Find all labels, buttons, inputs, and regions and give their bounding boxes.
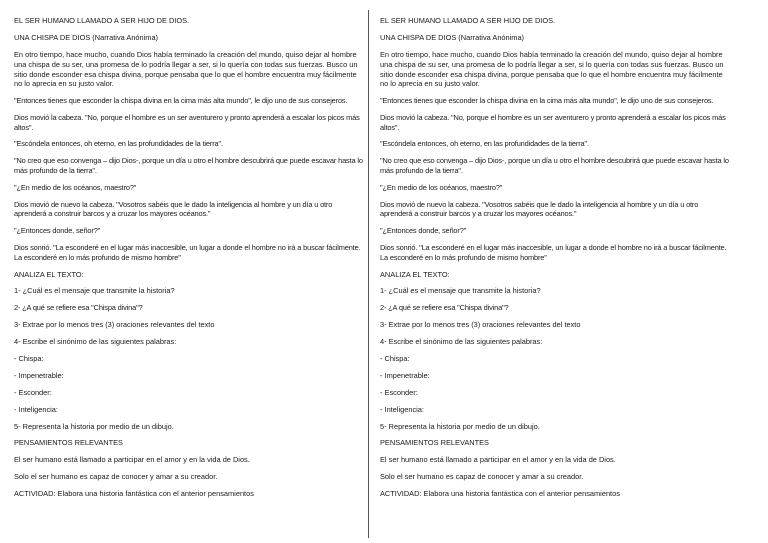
left-paragraph-24: Solo el ser humano es capaz de conocer y amar a su creador. [14, 472, 218, 482]
left-paragraph-5: Dios movió la cabeza. "No, porque el hombre es un ser aventurero y pronto aprenderá a escalar los picos más altos". [14, 112, 360, 132]
right-paragraph-8: "¿En medio de los océanos, maestro?" [380, 182, 503, 192]
right-paragraph-20: - Inteligencia: [380, 404, 424, 414]
right-paragraph-12: ANALIZA EL TEXTO: [380, 269, 450, 279]
left-column [14, 16, 366, 506]
left-paragraph-10: "¿Entonces donde, señor?" [14, 226, 101, 236]
right-paragraph-3: En otro tiempo, hace mucho, cuando Dios había terminado la creación del mundo, quiso dejar al hombre una chispa de su ser, una promesa de lo podría llegar a ser, si lo quería con todas sus fuerzas. Busco un sitio donde esconder esa chispa divina, porque pensaba que lo que el hombre encuentra muy fácilmente no lo aprecia en su justo valor. [380, 50, 724, 89]
right-paragraph-10: "¿Entonces donde, señor?" [380, 226, 467, 236]
left-paragraph-23: El ser humano está llamado a participar en el amor y en la vida de Dios. [14, 455, 250, 465]
right-paragraph-23: El ser humano está llamado a participar en el amor y en la vida de Dios. [380, 455, 616, 465]
column-divider [368, 10, 369, 538]
left-paragraph-6: "Escóndela entonces, oh eterno, en las profundidades de la tierra". [14, 139, 223, 149]
left-paragraph-13: 1- ¿Cuál es el mensaje que transmite la historia? [14, 286, 175, 296]
left-paragraph-25: ACTIVIDAD: Elabora una historia fantástica con el anterior pensamientos [14, 489, 254, 499]
right-paragraph-24: Solo el ser humano es capaz de conocer y amar a su creador. [380, 472, 584, 482]
right-paragraph-15: 3- Extrae por lo menos tres (3) oraciones relevantes del texto [380, 320, 581, 330]
left-paragraph-20: - Inteligencia: [14, 404, 58, 414]
right-column [380, 16, 732, 506]
left-paragraph-15: 3- Extrae por lo menos tres (3) oraciones relevantes del texto [14, 320, 215, 330]
left-paragraph-3: En otro tiempo, hace mucho, cuando Dios había terminado la creación del mundo, quiso dejar al hombre una chispa de su ser, una promesa de lo podría llegar a ser, si lo quería con todas sus fuerzas. Busco un sitio donde esconder esa chispa divina, porque pensaba que lo que el hombre encuentra muy fácilmente no lo aprecia en su justo valor. [14, 50, 358, 89]
left-paragraph-18: - Impenetrable: [14, 370, 64, 380]
right-paragraph-7: "No creo que eso convenga – dijo Dios-, porque un día u otro el hombre descubrirá que puede escavar hasta lo más profundo de la tierra". [380, 156, 729, 175]
right-paragraph-5: Dios movió la cabeza. "No, porque el hombre es un ser aventurero y pronto aprenderá a escalar los picos más altos". [380, 112, 726, 132]
right-paragraph-4: "Entonces tienes que esconder la chispa divina en la cima más alta mundo", le dijo uno de sus consejeros. [380, 96, 714, 106]
right-paragraph-18: - Impenetrable: [380, 370, 430, 380]
right-paragraph-21: 5- Representa la historia por medio de un dibujo. [380, 421, 540, 431]
right-paragraph-2: UNA CHISPA DE DIOS (Narrativa Anónima) [380, 33, 525, 43]
right-paragraph-6: "Escóndela entonces, oh eterno, en las profundidades de la tierra". [380, 139, 589, 149]
right-paragraph-22: PENSAMIENTOS RELEVANTES [380, 438, 489, 448]
left-paragraph-2: UNA CHISPA DE DIOS (Narrativa Anónima) [14, 33, 159, 43]
right-paragraph-13: 1- ¿Cuál es el mensaje que transmite la historia? [380, 286, 541, 296]
left-paragraph-9: Dios movió de nuevo la cabeza. "Vosotros sabéis que le dado la inteligencia al hombre y un día u otro aprenderá a construir barcos y a cruzar los mayores océanos." [14, 199, 333, 219]
right-paragraph-17: - Chispa: [380, 354, 410, 363]
left-paragraph-4: "Entonces tienes que esconder la chispa divina en la cima más alta mundo", le dijo uno de sus consejeros. [14, 96, 348, 106]
right-paragraph-14: 2- ¿A qué se refiere esa "Chispa divina"? [380, 303, 509, 313]
left-paragraph-17: - Chispa: [14, 354, 44, 363]
left-paragraph-21: 5- Representa la historia por medio de un dibujo. [14, 421, 174, 431]
right-paragraph-25: ACTIVIDAD: Elabora una historia fantástica con el anterior pensamientos [380, 489, 620, 499]
right-paragraph-11: Dios sonrió. "La esconderé en el lugar más inaccesible, un lugar a donde el hombre no irá a buscar fácilmente. La esconderé en lo más profundo de mismo hombre" [380, 243, 727, 262]
left-paragraph-19: - Esconder: [14, 387, 52, 397]
left-paragraph-12: ANALIZA EL TEXTO: [14, 269, 84, 279]
left-paragraph-8: "¿En medio de los océanos, maestro?" [14, 182, 137, 192]
left-paragraph-14: 2- ¿A qué se refiere esa "Chispa divina"? [14, 303, 143, 313]
left-paragraph-1: EL SER HUMANO LLAMADO A SER HIJO DE DIOS. [14, 16, 190, 25]
left-paragraph-11: Dios sonrió. "La esconderé en el lugar más inaccesible, un lugar a donde el hombre no irá a buscar fácilmente. La esconderé en lo más profundo de mismo hombre" [14, 243, 361, 262]
right-paragraph-19: - Esconder: [380, 387, 418, 397]
right-paragraph-1: EL SER HUMANO LLAMADO A SER HIJO DE DIOS. [380, 16, 556, 25]
left-paragraph-22: PENSAMIENTOS RELEVANTES [14, 438, 123, 448]
right-paragraph-16: 4- Escribe el sinónimo de las siguientes palabras: [380, 337, 543, 347]
left-paragraph-7: "No creo que eso convenga – dijo Dios-, porque un día u otro el hombre descubrirá que puede escavar hasta lo más profundo de la tierra". [14, 156, 363, 175]
left-paragraph-16: 4- Escribe el sinónimo de las siguientes palabras: [14, 337, 177, 347]
right-paragraph-9: Dios movió de nuevo la cabeza. "Vosotros sabéis que le dado la inteligencia al hombre y un día u otro aprenderá a construir barcos y a cruzar los mayores océanos." [380, 199, 699, 219]
